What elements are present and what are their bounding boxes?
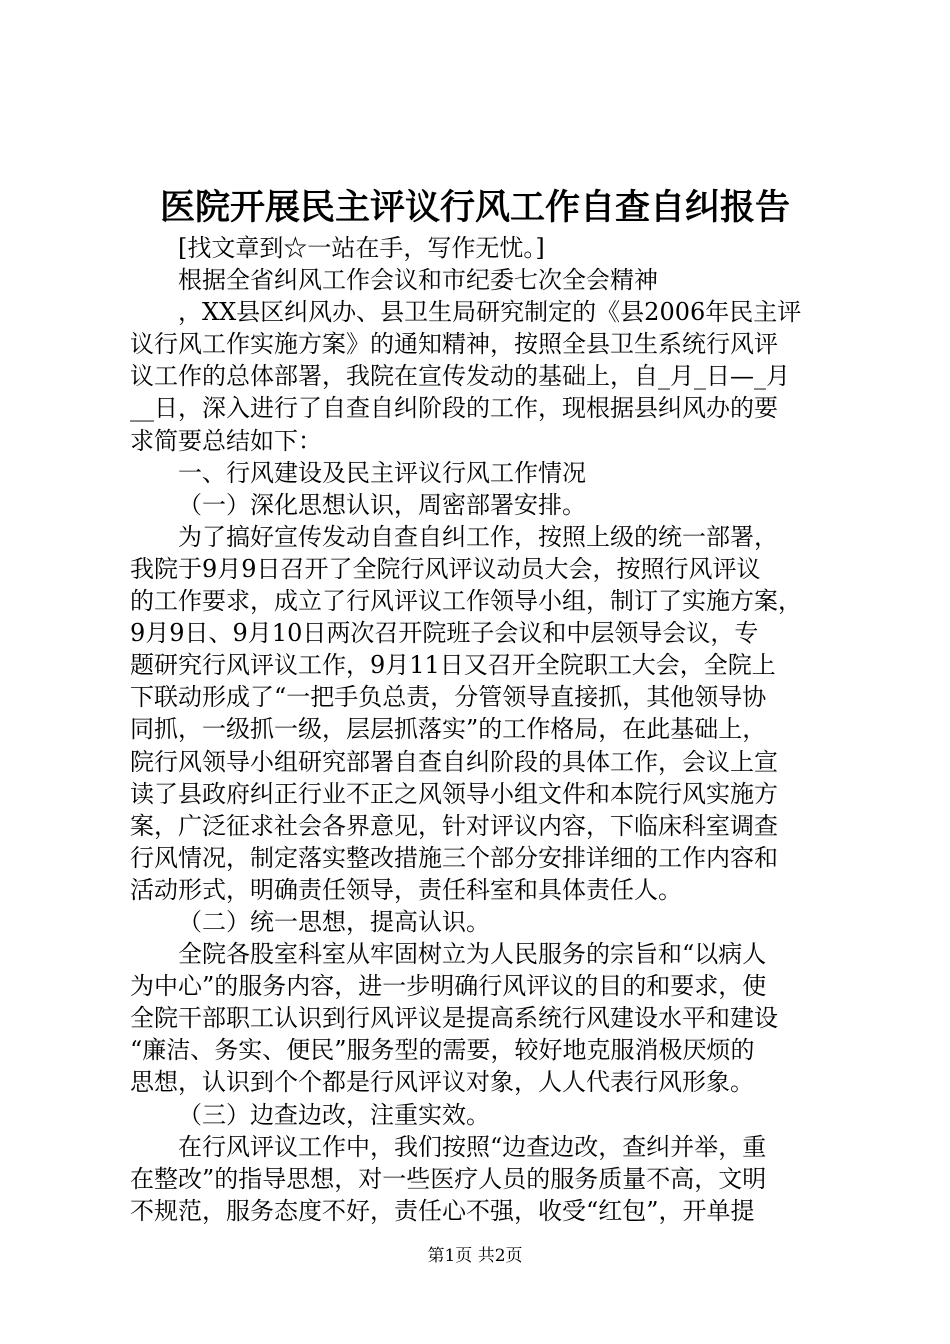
paragraph-line: 行风情况，制定落实整改措施三个部分安排详细的工作内容和 xyxy=(130,843,778,872)
subsection-heading: （三）边查边改，注重实效。 xyxy=(178,1100,490,1129)
source-note-line: [找文章到☆一站在手，写作无忧。] xyxy=(178,234,545,262)
subsection-heading: （一）深化思想认识，周密部署安排。 xyxy=(178,490,586,519)
document-title: 医院开展民主评议行风工作自查自纠报告 xyxy=(159,187,790,228)
paragraph-line: 下联动形成了“一把手负总责，分管领导直接抓，其他领导协 xyxy=(130,683,767,712)
paragraph-line: 在整改”的指导思想，对一些医疗人员的服务质量不高，文明 xyxy=(130,1164,767,1193)
paragraph-line: 议工作的总体部署，我院在宣传发动的基础上，自_月_日—_月 xyxy=(130,362,790,391)
paragraph-line: 题研究行风评议工作，9月11日又召开全院职工大会，全院上 xyxy=(130,651,776,680)
paragraph-line: 全院各股室科室从牢固树立为人民服务的宗旨和“以病人 xyxy=(178,940,767,969)
paragraph-line: 活动形式，明确责任领导，责任科室和具体责任人。 xyxy=(130,875,682,904)
paragraph-line: 案，广泛征求社会各界意见，针对评议内容，下临床科室调查 xyxy=(130,811,778,840)
paragraph-line: 的工作要求，成立了行风评议工作领导小组，制订了实施方案， xyxy=(130,587,802,616)
paragraph-line: 求简要总结如下： xyxy=(130,426,322,455)
paragraph-line: 不规范，服务态度不好，责任心不强，收受“红包”，开单提 xyxy=(130,1196,755,1225)
paragraph-line: ，XX县区纠风办、县卫生局研究制定的《县2006年民主评 xyxy=(178,298,802,327)
paragraph-line: 为中心”的服务内容，进一步明确行风评议的目的和要求，使 xyxy=(130,972,767,1001)
paragraph-line: 全院干部职工认识到行风评议是提高系统行风建设水平和建设 xyxy=(130,1004,778,1033)
page-footer: 第1页 共2页 xyxy=(427,1246,523,1266)
paragraph-line: 同抓，一级抓一级，层层抓落实”的工作格局，在此基础上， xyxy=(130,715,767,744)
paragraph-line: __日，深入进行了自查自纠阶段的工作，现根据县纠风办的要 xyxy=(130,394,778,423)
paragraph-line: 思想，认识到个个都是行风评议对象，人人代表行风形象。 xyxy=(130,1068,754,1097)
section-heading: 一、行风建设及民主评议行风工作情况 xyxy=(178,458,586,487)
paragraph-line: 在行风评议工作中，我们按照“边查边改，查纠并举，重 xyxy=(178,1132,767,1161)
paragraph-line: 为了搞好宣传发动自查自纠工作，按照上级的统一部署， xyxy=(178,522,778,551)
paragraph-line: 我院于9月9日召开了全院行风评议动员大会，按照行风评议 xyxy=(130,554,761,583)
paragraph-line: 9月9日、9月10日两次召开院班子会议和中层领导会议，专 xyxy=(130,619,759,648)
paragraph-line: 读了县政府纠正行业不正之风领导小组文件和本院行风实施方 xyxy=(130,779,778,808)
subsection-heading: （二）统一思想，提高认识。 xyxy=(178,907,490,936)
paragraph-line: “廉洁、务实、便民”服务型的需要，较好地克服消极厌烦的 xyxy=(130,1036,755,1065)
paragraph-line: 议行风工作实施方案》的通知精神，按照全县卫生系统行风评 xyxy=(130,330,778,359)
document-body xyxy=(130,232,830,1227)
paragraph-line: 院行风领导小组研究部署自查自纠阶段的具体工作，会议上宣 xyxy=(130,747,778,776)
paragraph-line: 根据全省纠风工作会议和市纪委七次全会精神 xyxy=(178,266,658,295)
